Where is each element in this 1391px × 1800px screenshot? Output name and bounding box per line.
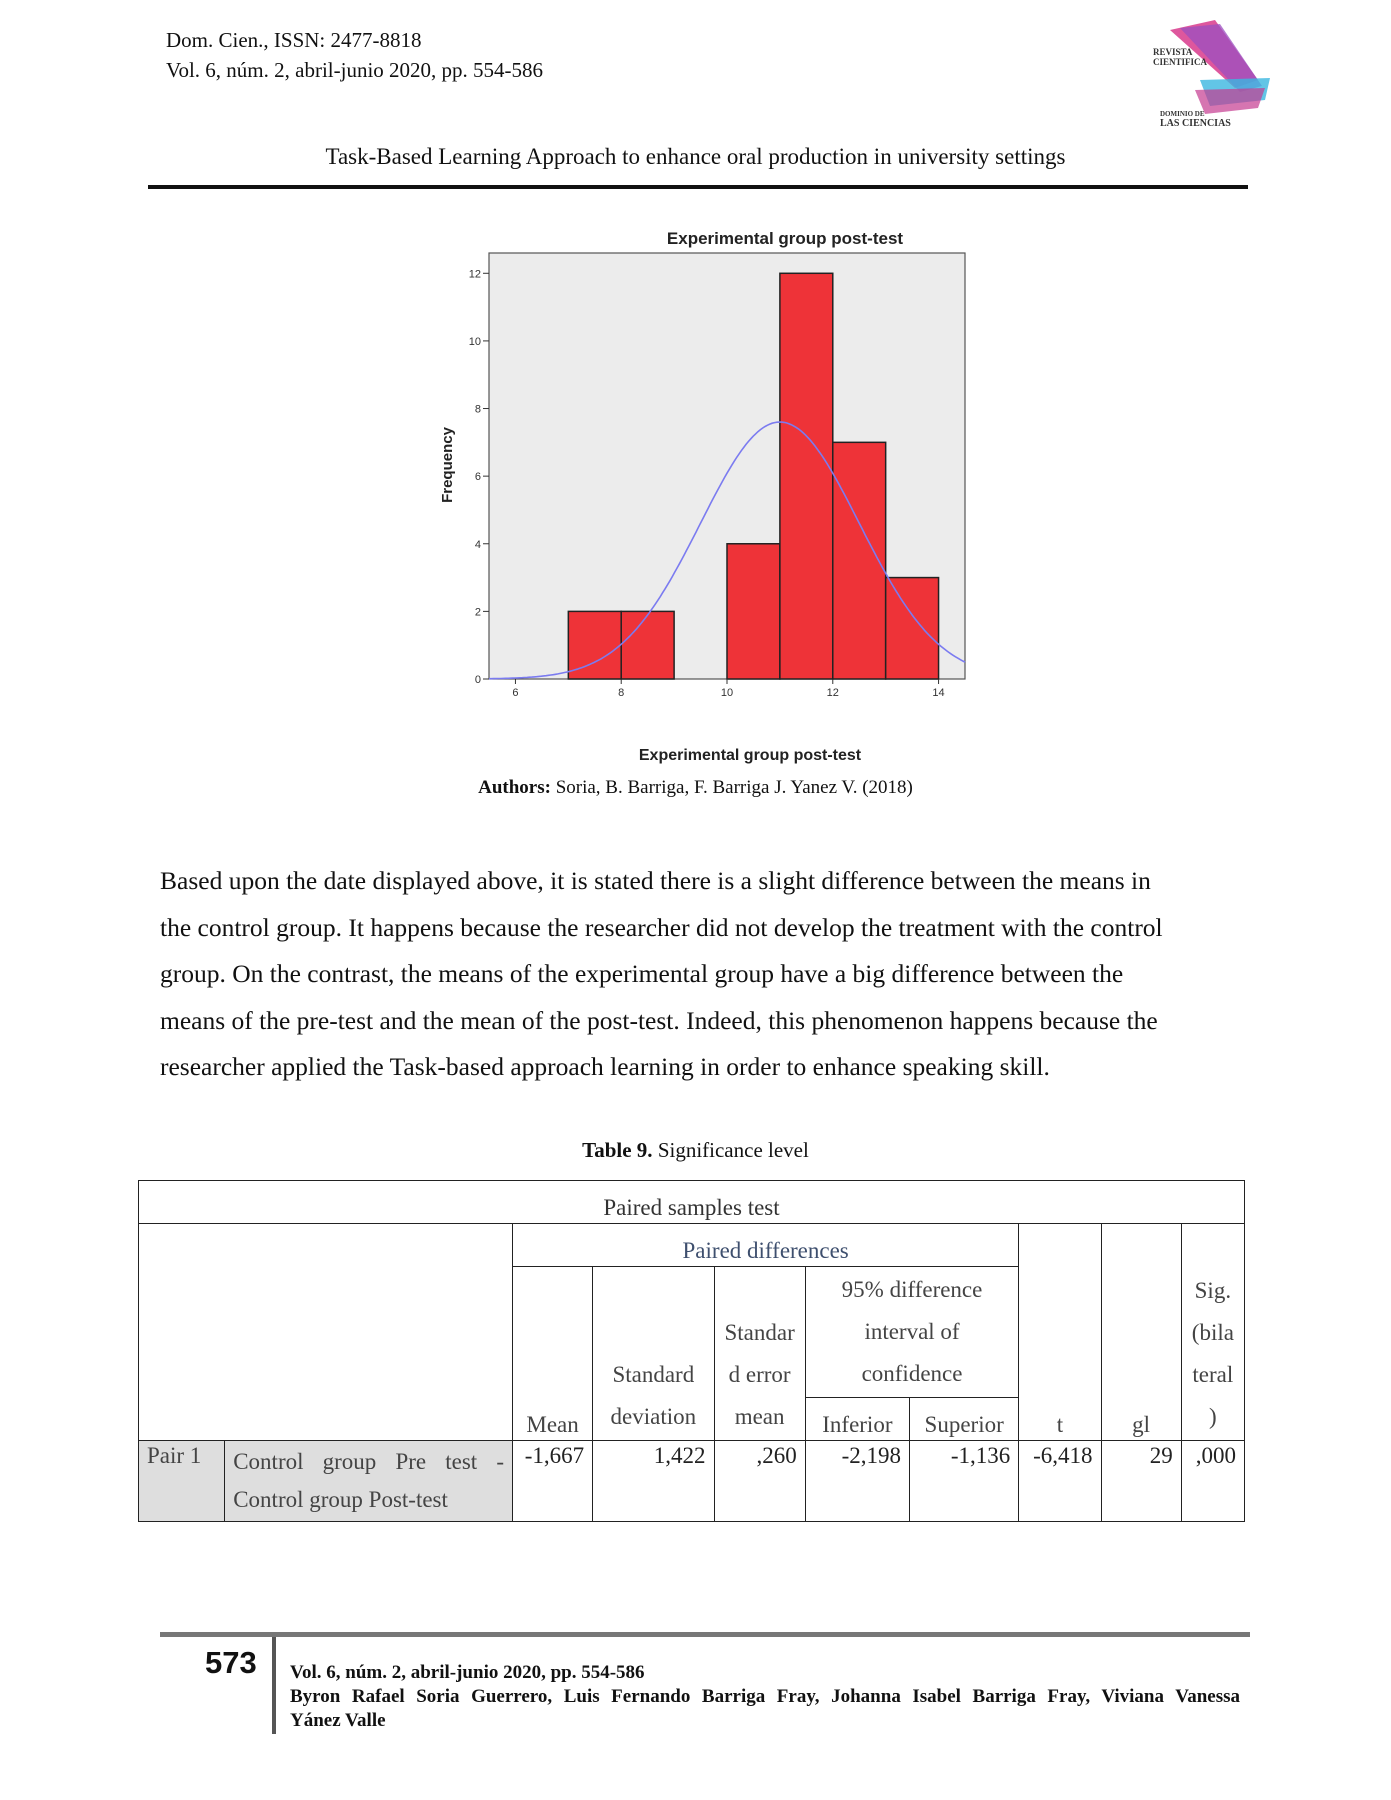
ci-header-line: interval of: [864, 1319, 960, 1344]
paragraph-line: group. On the contrast, the means of the experimental group have a big difference between the: [160, 959, 1124, 988]
paired-differences-header: Paired differences: [512, 1224, 1018, 1267]
histogram-bar: [886, 578, 939, 679]
cell-t: -6,418: [1019, 1441, 1101, 1522]
col-se-header: [714, 1267, 805, 1441]
figure-source-text: Soria, B. Barriga, F. Barriga J. Yanez V. (2018): [550, 777, 913, 798]
histogram-bar: [833, 442, 886, 679]
chart-title: Experimental group post-test: [666, 229, 904, 248]
footer-rule: [160, 1632, 1250, 1637]
se-header-line: mean: [734, 1404, 785, 1429]
se-header-line: Standar: [724, 1320, 795, 1345]
figure-source: [0, 777, 1391, 799]
footer-authors: Byron Rafael Soria Guerrero, Luis Fernando Barriga Fray, Johanna Isabel Barriga Fray, Viviana Vanessa: [290, 1686, 1240, 1707]
histogram-chart: [420, 225, 975, 765]
sig-header-line: Sig.: [1194, 1278, 1232, 1303]
y-axis-label: Frequency: [439, 427, 456, 503]
pair-description-line: Control group Pre test -: [233, 1449, 504, 1474]
journal-volume: Vol. 6, núm. 2, abril-junio 2020, pp. 554-586: [166, 58, 544, 82]
histogram-bar: [780, 273, 833, 679]
histogram-figure: [420, 225, 975, 765]
pair-description: [225, 1441, 513, 1522]
histogram-bar: [621, 611, 674, 679]
logo-text-cientifica: CIENTIFICA: [1153, 57, 1208, 67]
ci-header-line: confidence: [861, 1361, 963, 1386]
col-mean-header: Mean: [512, 1267, 592, 1441]
y-tick-label: 0: [474, 674, 481, 686]
footer-volume: Vol. 6, núm. 2, abril-junio 2020, pp. 554-586: [290, 1662, 645, 1683]
cell-mean: -1,667: [512, 1441, 592, 1522]
y-tick-label: 4: [474, 538, 481, 551]
logo-text-dominio: DOMINIO DE: [1160, 110, 1205, 118]
sig-header-line: ): [1209, 1404, 1217, 1429]
col-t-header: t: [1019, 1224, 1101, 1441]
body-paragraph: [160, 858, 1230, 1091]
logo-text-revista: REVISTA: [1153, 47, 1193, 57]
running-title: Task-Based Learning Approach to enhance oral production in university settings: [325, 144, 1066, 169]
table-caption-text: Significance level: [652, 1138, 809, 1162]
pair-description-line: Control group Post-test: [233, 1487, 448, 1512]
cell-se: ,260: [714, 1441, 805, 1522]
x-tick-label: 12: [826, 687, 839, 699]
paragraph-line: Based upon the date displayed above, it is stated there is a slight difference between the means in: [160, 866, 1151, 895]
header-empty-cell: [139, 1224, 513, 1441]
col-sd-header: [593, 1267, 714, 1441]
y-tick-label: 6: [474, 471, 481, 484]
table-caption: [0, 1138, 1391, 1163]
sig-header-line: teral: [1192, 1362, 1234, 1387]
table-caption-label: Table 9.: [582, 1138, 653, 1162]
cell-sig: ,000: [1181, 1441, 1244, 1522]
se-header-line: d error: [728, 1362, 791, 1387]
x-tick-label: 10: [720, 687, 734, 699]
sd-header-line: deviation: [610, 1404, 697, 1429]
cell-gl: 29: [1101, 1441, 1181, 1522]
journal-issn: Dom. Cien., ISSN: 2477-8818: [166, 28, 422, 52]
paragraph-line: researcher applied the Task-based approach learning in order to enhance speaking skill.: [160, 1052, 1050, 1081]
cell-superior: -1,136: [910, 1441, 1019, 1522]
col-superior-header: Superior: [924, 1412, 1004, 1437]
col-inferior-header: Inferior: [805, 1398, 909, 1441]
header-rule: [148, 185, 1248, 189]
ci-header: [805, 1267, 1019, 1398]
histogram-bar: [727, 544, 780, 679]
page-number: 573: [205, 1645, 257, 1680]
journal-logo: [1140, 10, 1280, 130]
table-title: Paired samples test: [139, 1181, 1245, 1224]
col-sig-header: [1181, 1224, 1244, 1441]
figure-source-label: Authors:: [478, 777, 551, 798]
table-row: [139, 1441, 1245, 1522]
x-tick-label: 8: [618, 687, 625, 699]
y-tick-label: 2: [474, 606, 481, 619]
x-axis-label: Experimental group post-test: [638, 747, 862, 764]
paired-samples-table: [138, 1180, 1245, 1522]
x-tick-label: 6: [512, 687, 519, 699]
sd-header-line: Standard: [612, 1362, 695, 1387]
y-tick-label: 12: [468, 268, 481, 281]
pair-label: Pair 1: [139, 1441, 225, 1522]
cell-inferior: -2,198: [805, 1441, 909, 1522]
cell-sd: 1,422: [593, 1441, 714, 1522]
footer-authors-cont: Yánez Valle: [290, 1710, 386, 1731]
sig-header-line: (bila: [1191, 1320, 1234, 1345]
y-tick-label: 10: [468, 335, 481, 348]
x-tick-label: 14: [932, 687, 945, 699]
logo-text-ciencias: LAS CIENCIAS: [1160, 118, 1231, 129]
footer-divider: [272, 1637, 276, 1734]
y-tick-label: 8: [474, 403, 481, 416]
paragraph-line: means of the pre-test and the mean of the post-test. Indeed, this phenomenon happens because the: [160, 1005, 1158, 1035]
col-gl-header: gl: [1101, 1224, 1181, 1441]
ci-header-line: 95% difference: [841, 1277, 983, 1302]
paragraph-line: the control group. It happens because the researcher did not develop the treatment with the control: [160, 912, 1163, 942]
